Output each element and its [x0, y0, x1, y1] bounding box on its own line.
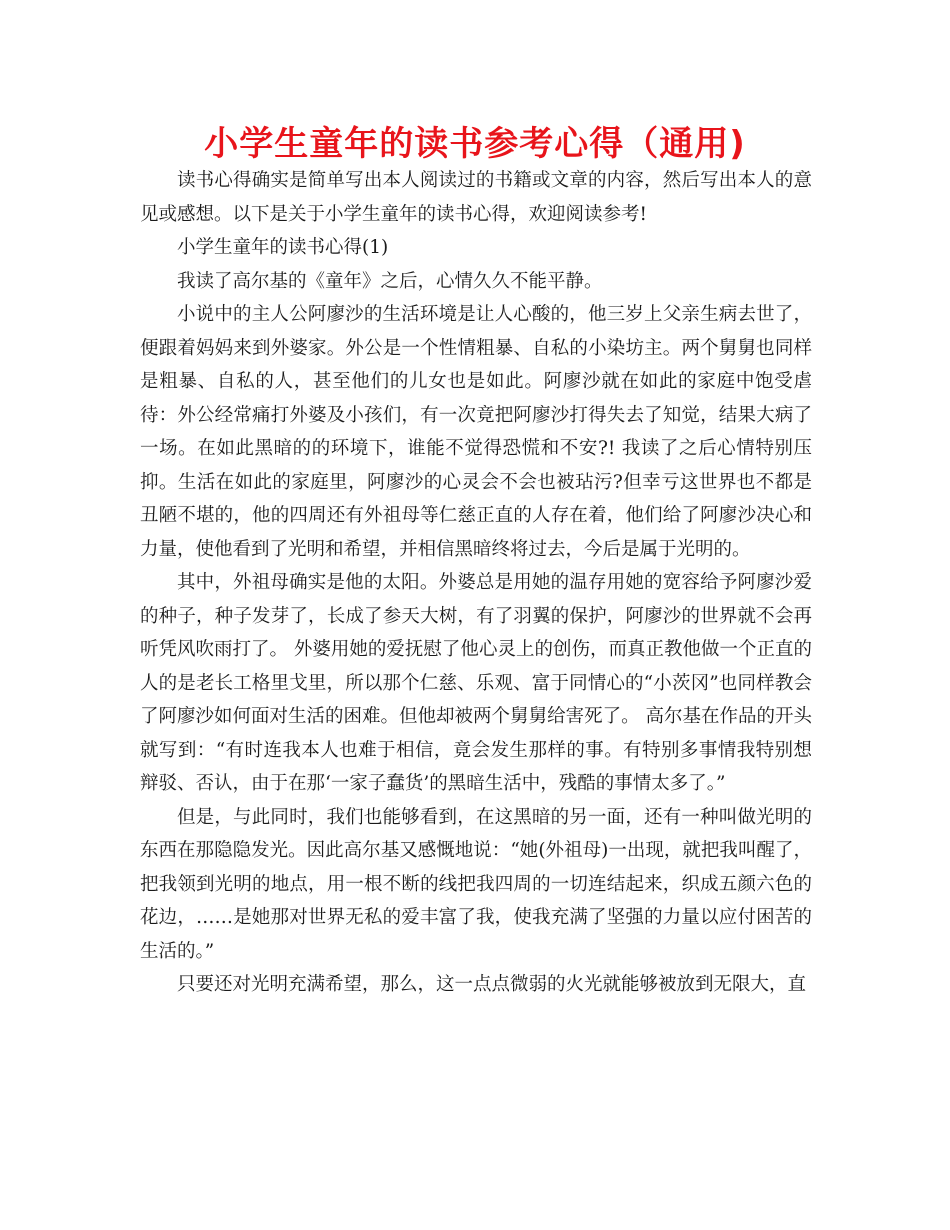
document-title: 小学生童年的读书参考心得（通用): [204, 124, 746, 164]
paragraph: 我读了高尔基的《童年》之后，心情久久不能平静。: [177, 270, 603, 292]
paragraph: 小说中的主人公阿廖沙的生活环境是让人心酸的，他三岁上父亲生病去世了，便跟着妈妈来到外婆家。外公是一个性情粗暴、自私的小染坊主。两个舅舅也同样是粗暴、自私的人，甚至他们的儿女也是如此。阿廖沙就在如此的家庭中饱受虐待：外公经常痛打外婆及小孩们，有一次竟把阿廖沙打得失去了知觉，结果大病了一场。在如此黑暗的的环境下，谁能不觉得恐慌和不安?! 我读了之后心情特别压抑。生活在如此的家庭里，阿廖沙的心灵会不会也被玷污?但幸亏这世界也不都是丑陋不堪的，他的四周还有外祖母等仁慈正直的人存在着，他们给了阿廖沙决心和力量，使他看到了光明和希望，并相信黑暗终将过去，今后是属于光明的。: [140, 304, 812, 560]
paragraph-intro: 读书心得确实是简单写出本人阅读过的书籍或文章的内容，然后写出本人的意见或感想。以下是关于小学生童年的读书心得，欢迎阅读参考!: [140, 170, 812, 225]
paragraph: 只要还对光明充满希望，那么，这一点点微弱的火光就能够被放到无限大，直: [177, 974, 807, 995]
document-body: [140, 164, 812, 1002]
paragraph: 但是，与此同时，我们也能够看到，在这黑暗的另一面，还有一种叫做光明的东西在那隐隐发光。因此高尔基又感慨地说：“她(外祖母)一出现，就把我叫醒了，把我领到光明的地点，用一根不断的线把我四周的一切连结起来，织成五颜六色的花边，……是她那对世界无私的爱丰富了我，使我充满了坚强的力量以应付困苦的生活的。”: [140, 806, 812, 962]
paragraph: 其中，外祖母确实是他的太阳。外婆总是用她的温存用她的宽容给予阿廖沙爱的种子，种子发芽了，长成了参天大树，有了羽翼的保护，阿廖沙的世界就不会再听凭风吹雨打了。 外婆用她的爱抚慰了他心灵上的创伤，而真正教他做一个正直的人的是老长工格里戈里，所以那个仁慈、乐观、富于同情心的“小茨冈”也同样教会了阿廖沙如何面对生活的困难。但他却被两个舅舅给害死了。 高尔基在作品的开头就写到：“有时连我本人也难于相信，竟会发生那样的事。有特别多事情我特别想辩驳、否认，由于在那‘一家子蠢货’的黑暗生活中，残酷的事情太多了。”: [140, 572, 812, 794]
section-heading: 小学生童年的读书心得(1): [177, 237, 389, 258]
